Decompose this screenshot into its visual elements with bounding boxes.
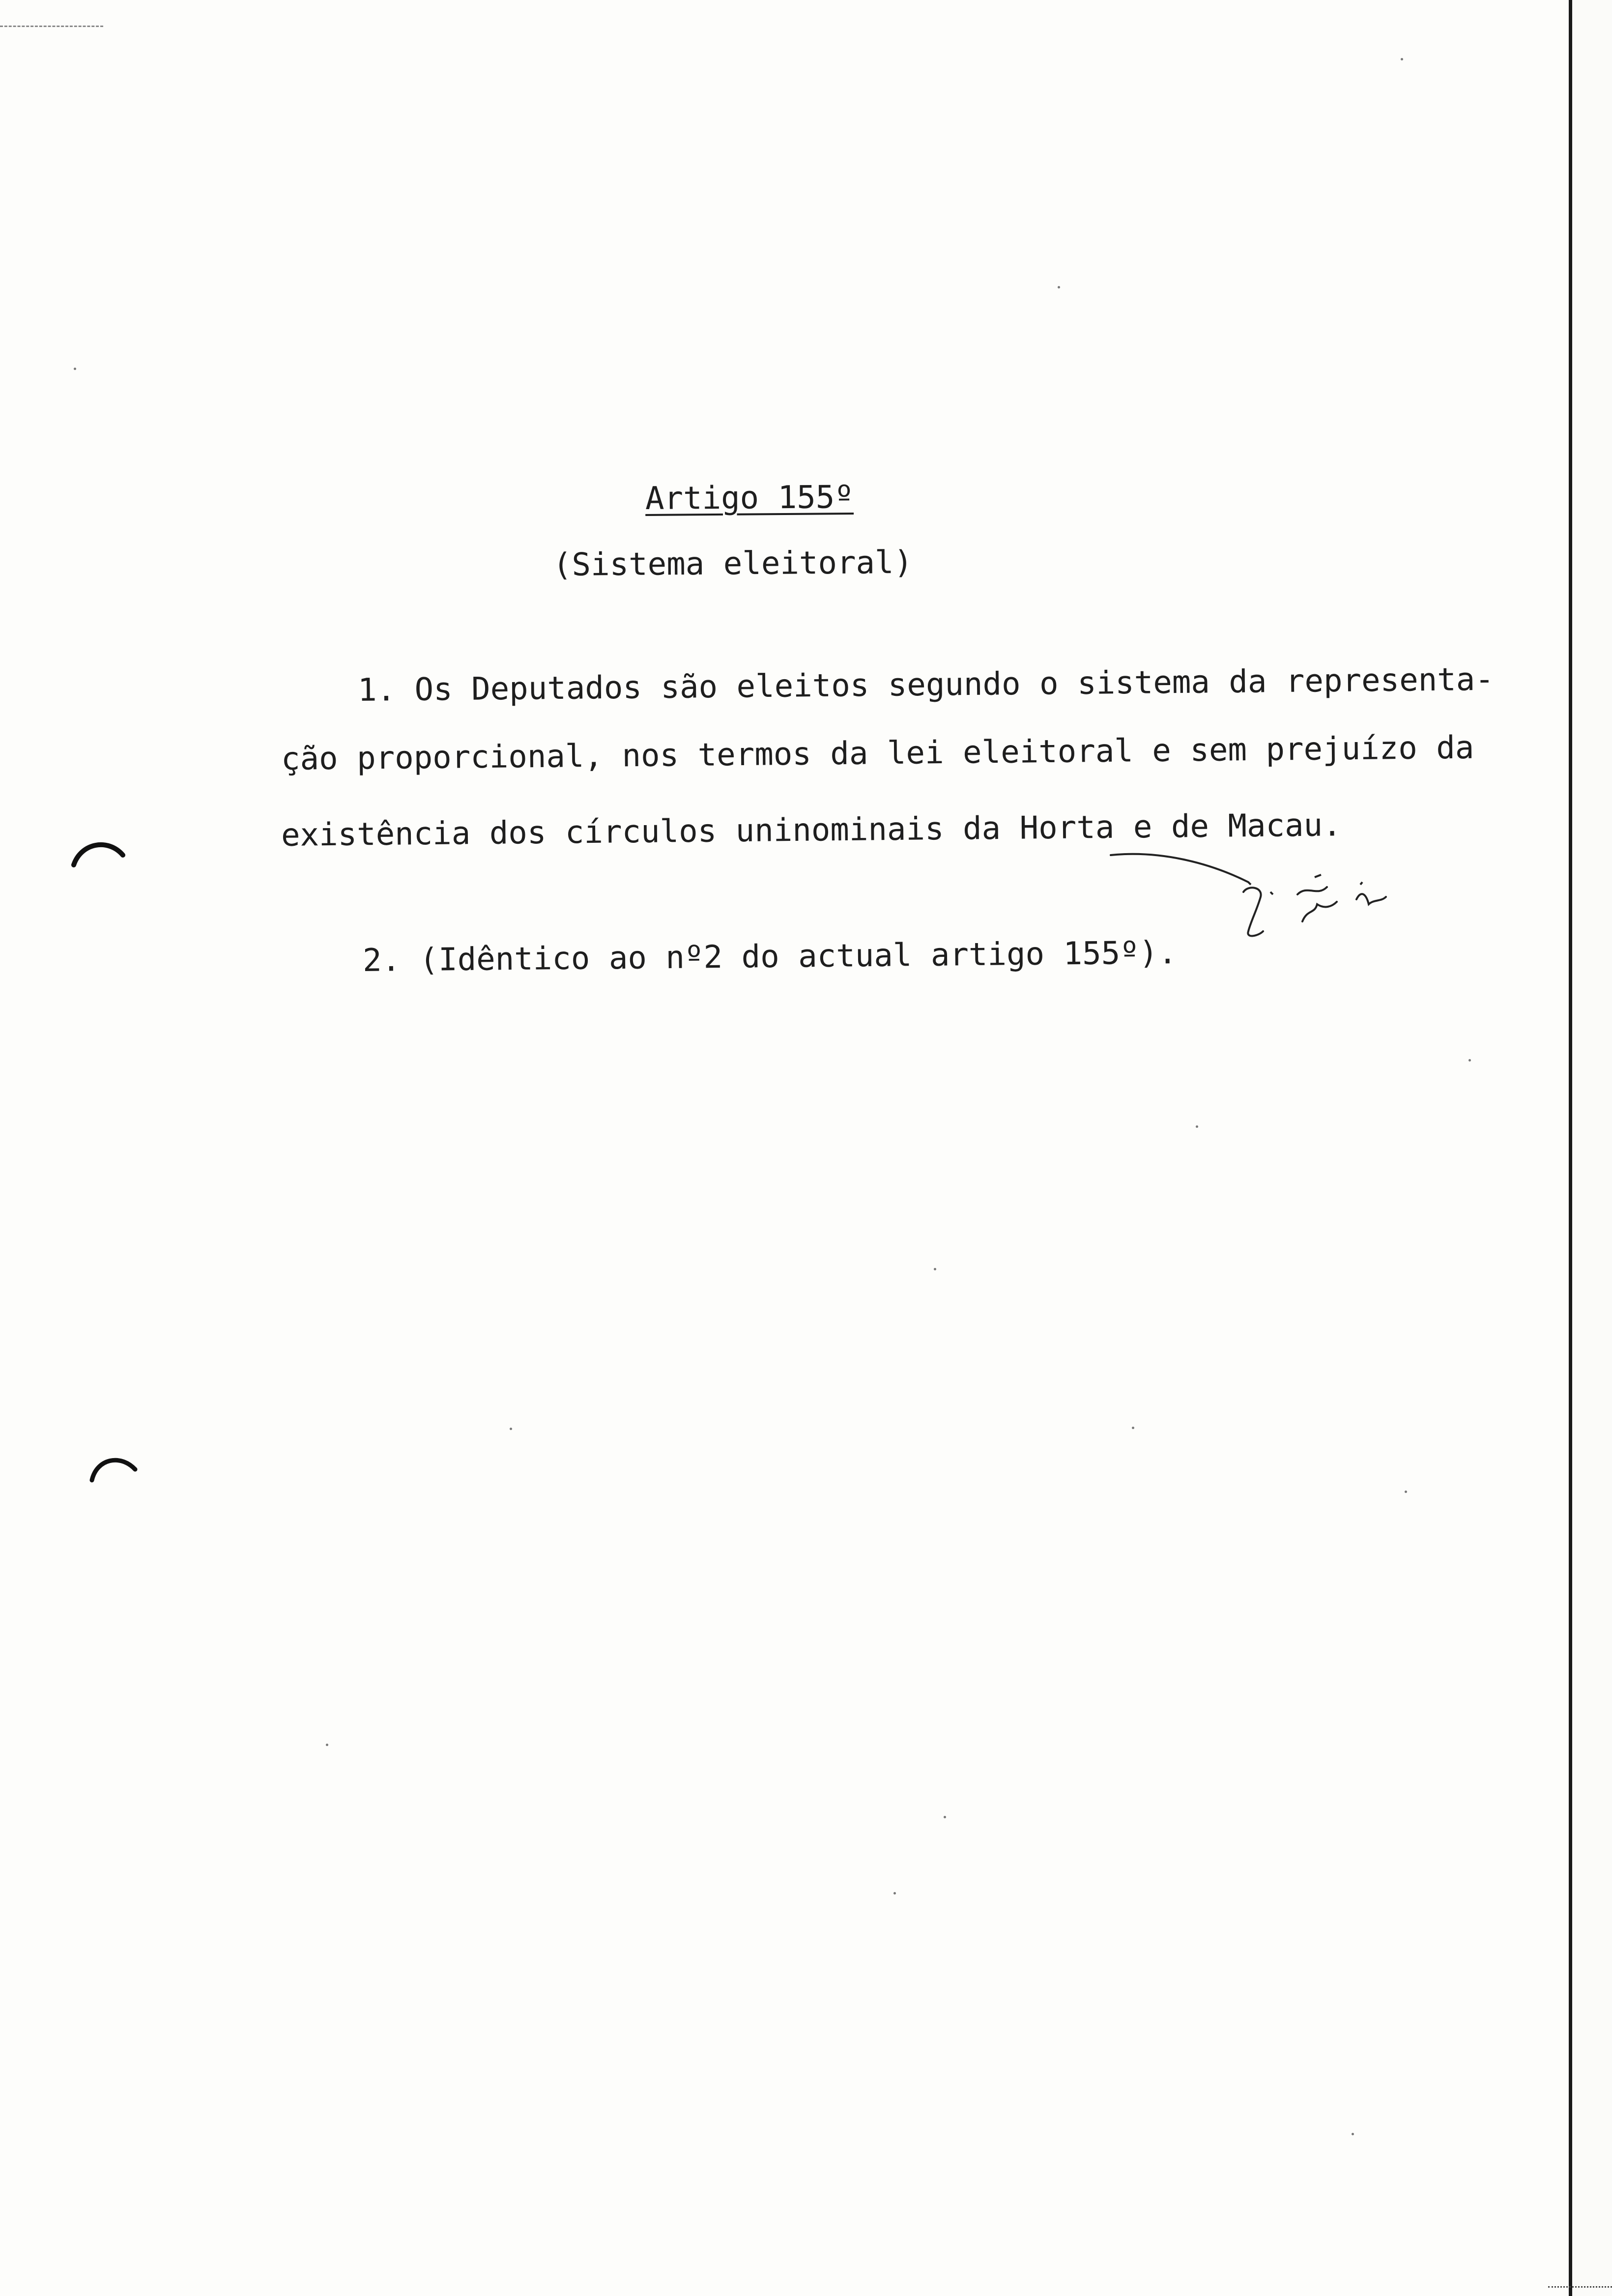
paragraph-1-line-3: existência dos círculos uninominais da Horta e de Macau.: [281, 807, 1342, 854]
scan-speck: [1058, 286, 1060, 288]
article-title: Artigo 155º: [645, 479, 854, 517]
scan-speck: [74, 368, 76, 370]
scan-edge: [1569, 0, 1572, 2296]
paragraph-2: 2. (Idêntico ao nº2 do actual artigo 155º).: [362, 935, 1178, 979]
scan-speck: [1468, 1059, 1471, 1062]
paragraph-1-line-1: 1. Os Deputados são eleitos segundo o sistema da representa-: [357, 661, 1495, 709]
scan-speck: [326, 1744, 328, 1746]
handwritten-signature: [1101, 835, 1406, 948]
scan-speck: [1352, 2133, 1354, 2135]
scan-speck: [934, 1268, 936, 1270]
scan-speck: [893, 1892, 896, 1894]
binder-hole-mark-icon: [86, 1450, 140, 1484]
paragraph-1-line-2: ção proporcional, nos termos da lei eleitoral e sem prejuízo da: [281, 729, 1474, 777]
binder-hole-mark-icon: [69, 835, 128, 870]
scan-artifact-dash: [0, 26, 103, 27]
scan-speck: [510, 1428, 512, 1430]
scan-margin: [1572, 0, 1612, 2296]
scan-speck: [944, 1816, 946, 1818]
scan-speck: [1132, 1427, 1134, 1429]
scan-speck: [1405, 1491, 1407, 1493]
scan-speck: [1196, 1125, 1198, 1128]
article-subtitle: (Sistema eleitoral): [552, 544, 913, 583]
scan-artifact-dots: [1548, 2286, 1612, 2288]
scan-speck: [1401, 58, 1403, 60]
